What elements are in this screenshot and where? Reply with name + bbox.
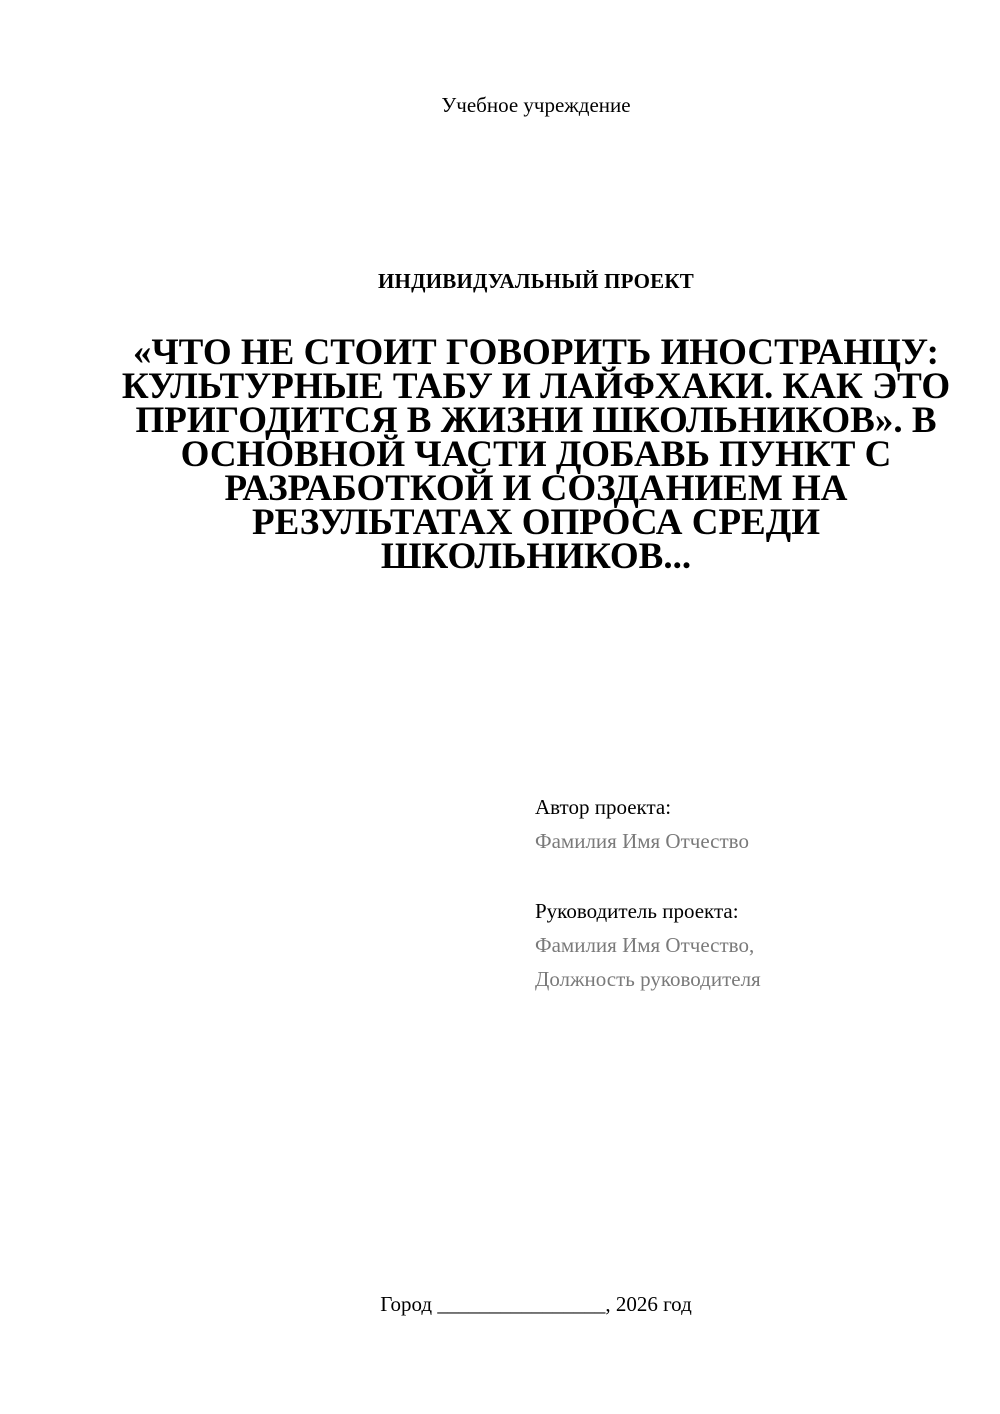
info-spacer xyxy=(535,858,975,894)
supervisor-position: Должность руководителя xyxy=(535,967,761,991)
supervisor-label: Руководитель проекта: xyxy=(535,899,739,923)
author-name: Фамилия Имя Отчество xyxy=(535,829,749,853)
city-year-footer: Город ________________, 2026 год xyxy=(380,1292,692,1316)
institution-name: Учебное учреждение xyxy=(441,93,631,117)
author-label: Автор проекта: xyxy=(535,795,672,819)
project-title: «ЧТО НЕ СТОИТ ГОВОРИТЬ ИНОСТРАНЦУ: КУЛЬТУРНЫЕ ТАБУ И ЛАЙФХАКИ. КАК ЭТО ПРИГОДИТСЯ В ЖИЗНИ ШКОЛЬНИКОВ». В ОСНОВНОЙ ЧАСТИ ДОБАВЬ ПУНКТ С РАЗРАБОТКОЙ И СОЗДАНИЕМ НА РЕЗУЛЬТАТАХ ОПРОСА СРЕДИ ШКОЛЬНИКОВ... xyxy=(121,332,951,577)
project-info-block xyxy=(535,790,975,996)
supervisor-name: Фамилия Имя Отчество, xyxy=(535,933,755,957)
document-type: ИНДИВИДУАЛЬНЫЙ ПРОЕКТ xyxy=(378,269,694,293)
